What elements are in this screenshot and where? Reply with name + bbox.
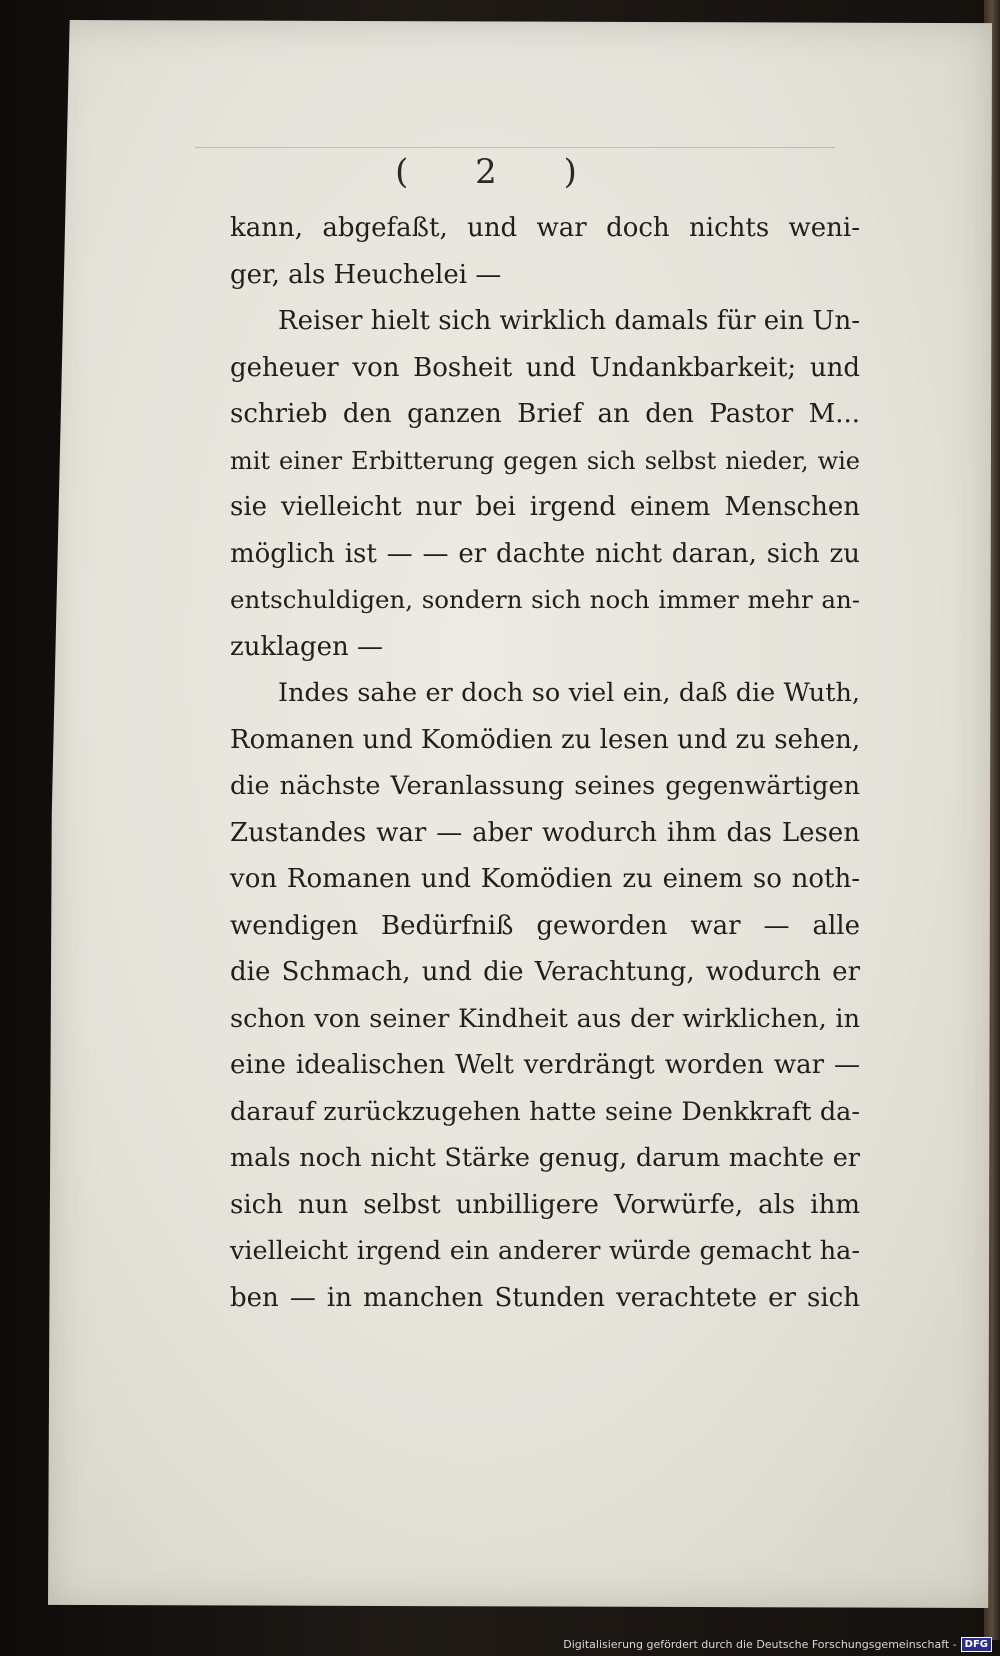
credit-text: Digitalisierung gefördert durch die Deutsche Forschungsgemeinschaft - <box>563 1638 957 1651</box>
text-line: ben — in manchen Stunden verachtete er sich <box>230 1282 860 1313</box>
text-line: geheuer von Bosheit und Undankbarkeit; und <box>230 352 860 383</box>
text-line: wendigen Bedürfniß geworden war — alle <box>230 910 860 941</box>
header-rule <box>195 147 835 148</box>
text-line: sich nun selbst unbilligere Vorwürfe, als ihm <box>230 1189 860 1220</box>
text-line: Reiser hielt sich wirklich damals für ein Un- <box>278 306 860 336</box>
text-line: Romanen und Komödien zu lesen und zu sehen, <box>230 724 861 755</box>
text-line: eine idealischen Welt verdrängt worden war — <box>230 1050 860 1080</box>
body-text <box>230 205 860 1321</box>
text-line: kann, abgefaßt, und war doch nichts weni- <box>230 213 860 243</box>
text-line: ger, als Heuchelei — <box>230 259 502 290</box>
text-line: schrieb den ganzen Brief an den Pastor M... <box>230 399 860 429</box>
text-line: Zustandes war — aber wodurch ihm das Lesen <box>230 817 860 848</box>
text-line: vielleicht irgend ein anderer würde gemacht ha- <box>230 1236 860 1266</box>
text-line: darauf zurückzugehen hatte seine Denkkraft da- <box>230 1096 860 1127</box>
text-line: mals noch nicht Stärke genug, darum machte er <box>230 1143 860 1173</box>
dfg-logo: DFG <box>961 1637 992 1652</box>
text-line: entschuldigen, sondern sich noch immer mehr an- <box>230 585 860 614</box>
text-line: möglich ist — — er dachte nicht daran, sich zu <box>230 538 860 569</box>
text-line: von Romanen und Komödien zu einem so noth- <box>230 864 860 894</box>
text-line: schon von seiner Kindheit aus der wirklichen, in <box>230 1003 860 1034</box>
page-number: ( 2 ) <box>395 152 605 192</box>
text-line: mit einer Erbitterung gegen sich selbst nieder, wie <box>230 446 860 475</box>
text-line: sie vielleicht nur bei irgend einem Menschen <box>230 492 860 522</box>
text-line: Indes sahe er doch so viel ein, daß die Wuth, <box>278 678 860 708</box>
text-line: zuklagen — <box>230 631 384 662</box>
text-line: die Schmach, und die Verachtung, wodurch er <box>230 957 860 987</box>
text-line: die nächste Veranlassung seines gegenwärtigen <box>230 771 860 801</box>
digitization-credit <box>563 1637 992 1652</box>
